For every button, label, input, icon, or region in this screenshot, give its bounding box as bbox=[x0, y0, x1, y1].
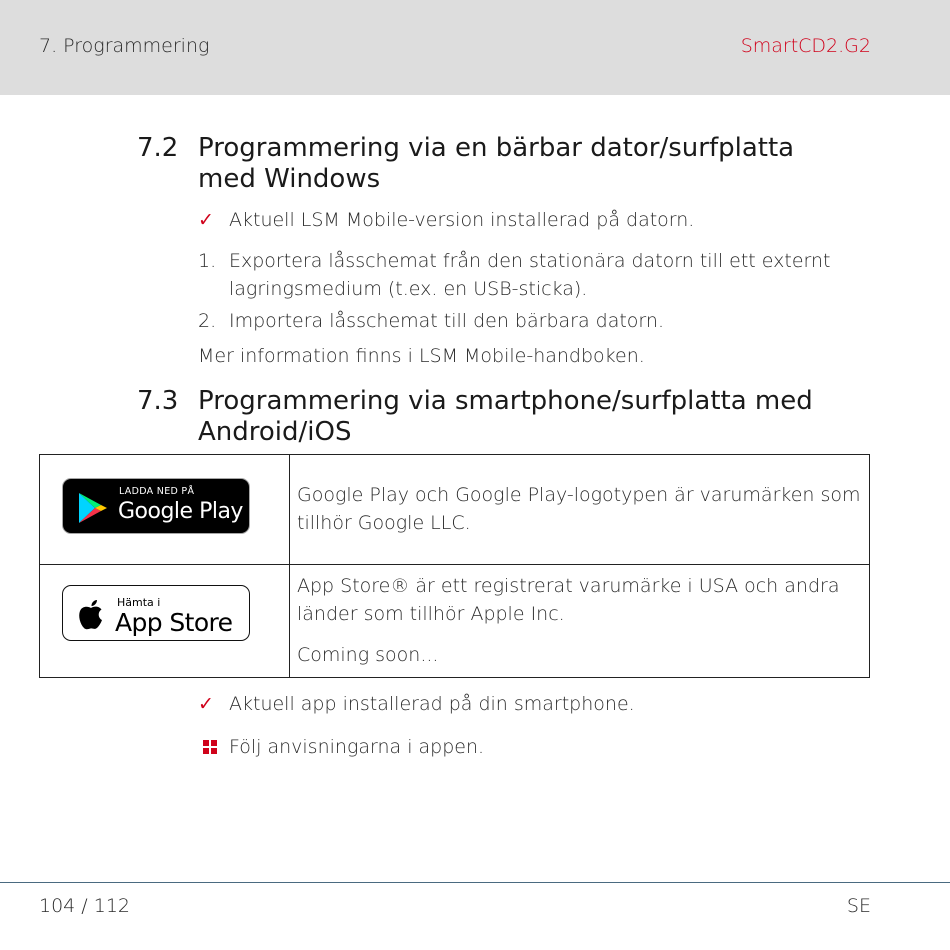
badge-caption: LADDA NED PÅ bbox=[119, 486, 195, 497]
status-text: Coming soon... bbox=[297, 644, 439, 666]
table-row bbox=[40, 455, 869, 565]
google-play-icon bbox=[75, 490, 111, 526]
product-name: SmartCD2.G2 bbox=[740, 35, 871, 57]
app-store-badge[interactable] bbox=[62, 585, 250, 641]
section-heading-7-2 bbox=[137, 133, 857, 195]
action-bullet-icon bbox=[203, 740, 217, 754]
section-number: 7.3 bbox=[137, 386, 179, 416]
page-number: 104 / 112 bbox=[39, 895, 131, 917]
trademark-text: Google Play och Google Play-logotypen är varumärken som tillhör Google LLC. bbox=[297, 484, 861, 534]
step-number: 2. bbox=[198, 310, 217, 332]
step-text: Importera låsschemat till den bärbara datorn. bbox=[229, 310, 664, 332]
section-title: Programmering via smartphone/surfplatta med Android/iOS bbox=[198, 386, 813, 447]
section-title: Programmering via en bärbar dator/surfplatta med Windows bbox=[198, 133, 795, 194]
badge-caption: Hämta i bbox=[117, 596, 161, 609]
step-text: Exportera låsschemat från den stationära datorn till ett externt lagringsmedium (t.ex. en USB-sticka). bbox=[229, 250, 831, 300]
section-heading-7-3 bbox=[137, 386, 857, 448]
step-number: 1. bbox=[198, 250, 217, 272]
footer-divider bbox=[0, 882, 950, 883]
prerequisite-text: Aktuell LSM Mobile-version installerad på datorn. bbox=[229, 209, 695, 231]
action-text: Följ anvisningarna i appen. bbox=[229, 736, 485, 758]
checkmark-icon: ✓ bbox=[198, 209, 214, 231]
chapter-title: 7. Programmering bbox=[39, 35, 210, 57]
trademark-text: App Store® är ett registrerat varumärke i USA och andra länder som tillhör Apple Inc. bbox=[297, 575, 840, 625]
section-number: 7.2 bbox=[137, 133, 179, 163]
prerequisite-text: Aktuell app installerad på din smartphone. bbox=[229, 693, 635, 715]
badge-store-name: Google Play bbox=[118, 499, 243, 524]
app-store-table bbox=[39, 454, 870, 678]
page-header bbox=[0, 0, 950, 95]
note-text: Mer information finns i LSM Mobile-handboken. bbox=[198, 345, 645, 367]
apple-icon bbox=[75, 596, 107, 632]
table-row bbox=[40, 564, 869, 677]
google-play-badge[interactable] bbox=[62, 478, 250, 534]
badge-store-name: App Store bbox=[115, 608, 233, 637]
language-code: SE bbox=[846, 895, 871, 917]
checkmark-icon: ✓ bbox=[198, 693, 214, 715]
